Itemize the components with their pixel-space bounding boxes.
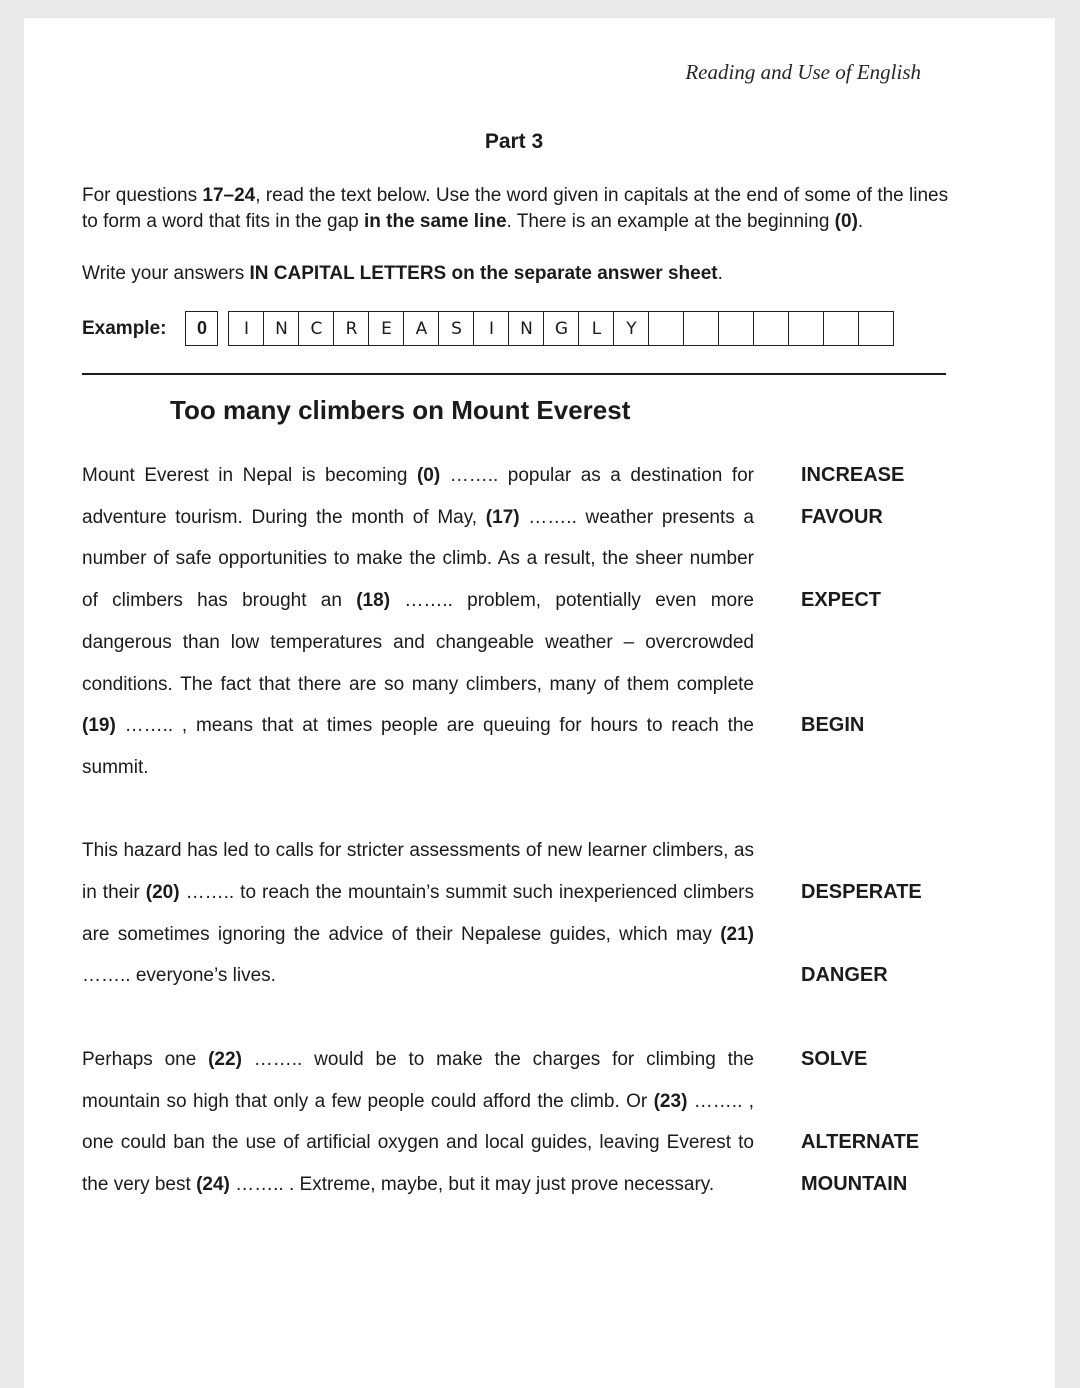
letter-box: A <box>404 312 439 345</box>
letter-box: S <box>439 312 474 345</box>
letter-box: N <box>264 312 299 345</box>
letter-box: R <box>334 312 369 345</box>
letter-box <box>684 312 719 345</box>
keyword-22: SOLVE <box>801 1047 868 1070</box>
letter-box <box>824 312 859 345</box>
letter-box: I <box>474 312 509 345</box>
letter-box: E <box>369 312 404 345</box>
keyword-24: MOUNTAIN <box>801 1172 908 1195</box>
example-letter-grid <box>228 311 894 346</box>
letter-box: G <box>544 312 579 345</box>
passage <box>82 455 754 1206</box>
passage-paragraph-3: Perhaps one (22) …….. would be to make the charges for climbing the mountain so high that only a few people could afford the climb. Or (23) …….. , one could ban the use of artificial oxygen and local guides, leaving Everest to the very best (24) …….. . Extreme, maybe, but it may just prove necessary. <box>82 1048 754 1195</box>
passage-paragraph-2: This hazard has led to calls for stricter assessments of new learner climbers, as in their (20) …….. to reach the mountain’s summit such inexperienced climbers are sometimes ignoring the advice of their Nepalese guides, which may (21) …….. everyone’s lives. <box>82 840 754 987</box>
part-title: Part 3 <box>484 130 544 153</box>
letter-box <box>754 312 789 345</box>
keyword-20: DESPERATE <box>801 881 922 903</box>
divider-rule <box>82 373 946 375</box>
letter-box: I <box>229 312 264 345</box>
letter-box: N <box>509 312 544 345</box>
letter-box <box>789 312 824 345</box>
letter-box <box>859 312 893 345</box>
letter-box <box>649 312 684 345</box>
keyword-23: ALTERNATE <box>801 1131 920 1154</box>
keyword-0: INCREASE <box>801 464 905 486</box>
letter-box: L <box>579 312 614 345</box>
example-label: Example: <box>82 317 167 339</box>
keyword-17: FAVOUR <box>801 505 883 528</box>
example-number-box: 0 <box>185 311 218 346</box>
running-head: Reading and Use of English <box>685 60 921 84</box>
text-title: Too many climbers on Mount Everest <box>170 395 631 425</box>
instructions <box>82 183 962 287</box>
instruction-paragraph-2: Write your answers IN CAPITAL LETTERS on the separate answer sheet. <box>82 263 723 284</box>
keyword-18: EXPECT <box>801 589 882 612</box>
keyword-19: BEGIN <box>801 714 865 737</box>
letter-box: Y <box>614 312 649 345</box>
keyword-21: DANGER <box>801 964 888 987</box>
passage-paragraph-1: Mount Everest in Nepal is becoming (0) …….. popular as a destination for adventure tourism. During the month of May, (17) …….. weather presents a number of safe opportunities to make the climb. As a result, the sheer number of climbers has brought an (18) …….. problem, potentially even more dangerous than low temperatures and changeable weather – overcrowded conditions. The fact that there are so many climbers, many of them complete (19) …….. , means that at times people are queuing for hours to reach the summit. <box>82 465 754 778</box>
letter-box <box>719 312 754 345</box>
letter-box: C <box>299 312 334 345</box>
example-answer <box>82 311 894 346</box>
exam-page <box>24 18 1055 1388</box>
instruction-paragraph-1: For questions 17–24, read the text below. Use the word given in capitals at the end of some of the lines to form a word that fits in the gap in the same line. There is an example at the beginning (0). <box>82 185 949 232</box>
